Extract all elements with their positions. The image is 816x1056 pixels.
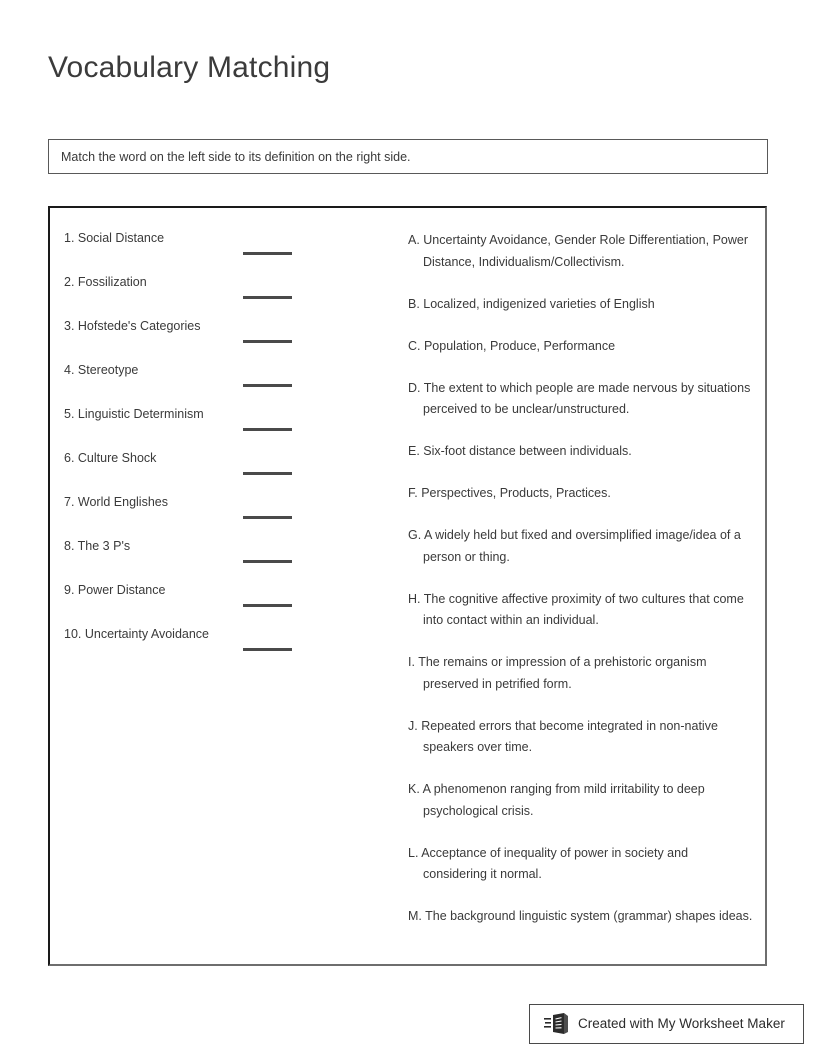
footer-badge [529,1004,804,1044]
term-label: 5. Linguistic Determinism [64,407,204,421]
term-label: 4. Stereotype [64,363,139,377]
term-row [64,230,304,274]
term-label: 7. World Englishes [64,495,168,509]
instructions-text: Match the word on the left side to its definition on the right side. [61,149,411,164]
term-label: 10. Uncertainty Avoidance [64,627,210,641]
term-row [64,450,304,494]
definition-item: K. A phenomenon ranging from mild irritability to deep psychological crisis. [408,782,705,818]
definition-item: M. The background linguistic system (grammar) shapes ideas. [408,909,753,923]
term-row [64,538,304,582]
definition-item: I. The remains or impression of a prehistoric organism preserved in petrified form. [408,655,707,691]
definition-item: H. The cognitive affective proximity of two cultures that come into contact within an individual. [408,591,744,627]
answer-blank[interactable] [243,648,292,651]
definition-item: B. Localized, indigenized varieties of English [408,296,655,311]
definition-item: G. A widely held but fixed and oversimplified image/idea of a person or thing. [408,528,741,564]
definition-item: F. Perspectives, Products, Practices. [408,486,611,500]
term-row [64,362,304,406]
term-label: 3. Hofstede's Categories [64,319,201,333]
answer-blank[interactable] [243,516,292,519]
term-label: 2. Fossilization [64,275,147,289]
term-row [64,274,304,318]
definition-item: D. The extent to which people are made nervous by situations perceived to be unclear/unstructured. [408,380,751,416]
instructions-box [48,139,768,174]
answer-blank[interactable] [243,560,292,563]
footer-badge-text: Created with My Worksheet Maker [578,1016,785,1031]
terms-column [64,230,304,670]
term-label: 8. The 3 P's [64,539,131,553]
term-label: 1. Social Distance [64,231,165,245]
answer-blank[interactable] [243,384,292,387]
definition-item: C. Population, Produce, Performance [408,338,616,353]
answer-blank[interactable] [243,340,292,343]
term-label: 9. Power Distance [64,583,166,597]
term-row [64,406,304,450]
term-row [64,626,304,670]
answer-blank[interactable] [243,604,292,607]
page-title: Vocabulary Matching [48,51,331,84]
definition-item: A. Uncertainty Avoidance, Gender Role Differentiation, Power Distance, Individualism/Collectivism. [408,233,749,269]
worksheet-maker-logo-icon [544,1012,570,1036]
term-row [64,318,304,362]
term-row [64,494,304,538]
term-row [64,582,304,626]
matching-content-box [48,206,767,966]
answer-blank[interactable] [243,472,292,475]
answer-blank[interactable] [243,296,292,299]
definition-item: E. Six-foot distance between individuals. [408,444,632,458]
answer-blank[interactable] [243,252,292,255]
definition-item: L. Acceptance of inequality of power in society and considering it normal. [408,845,689,881]
definitions-column [408,230,753,928]
answer-blank[interactable] [243,428,292,431]
definition-item: J. Repeated errors that become integrated in non-native speakers over time. [408,718,718,754]
term-label: 6. Culture Shock [64,451,157,465]
